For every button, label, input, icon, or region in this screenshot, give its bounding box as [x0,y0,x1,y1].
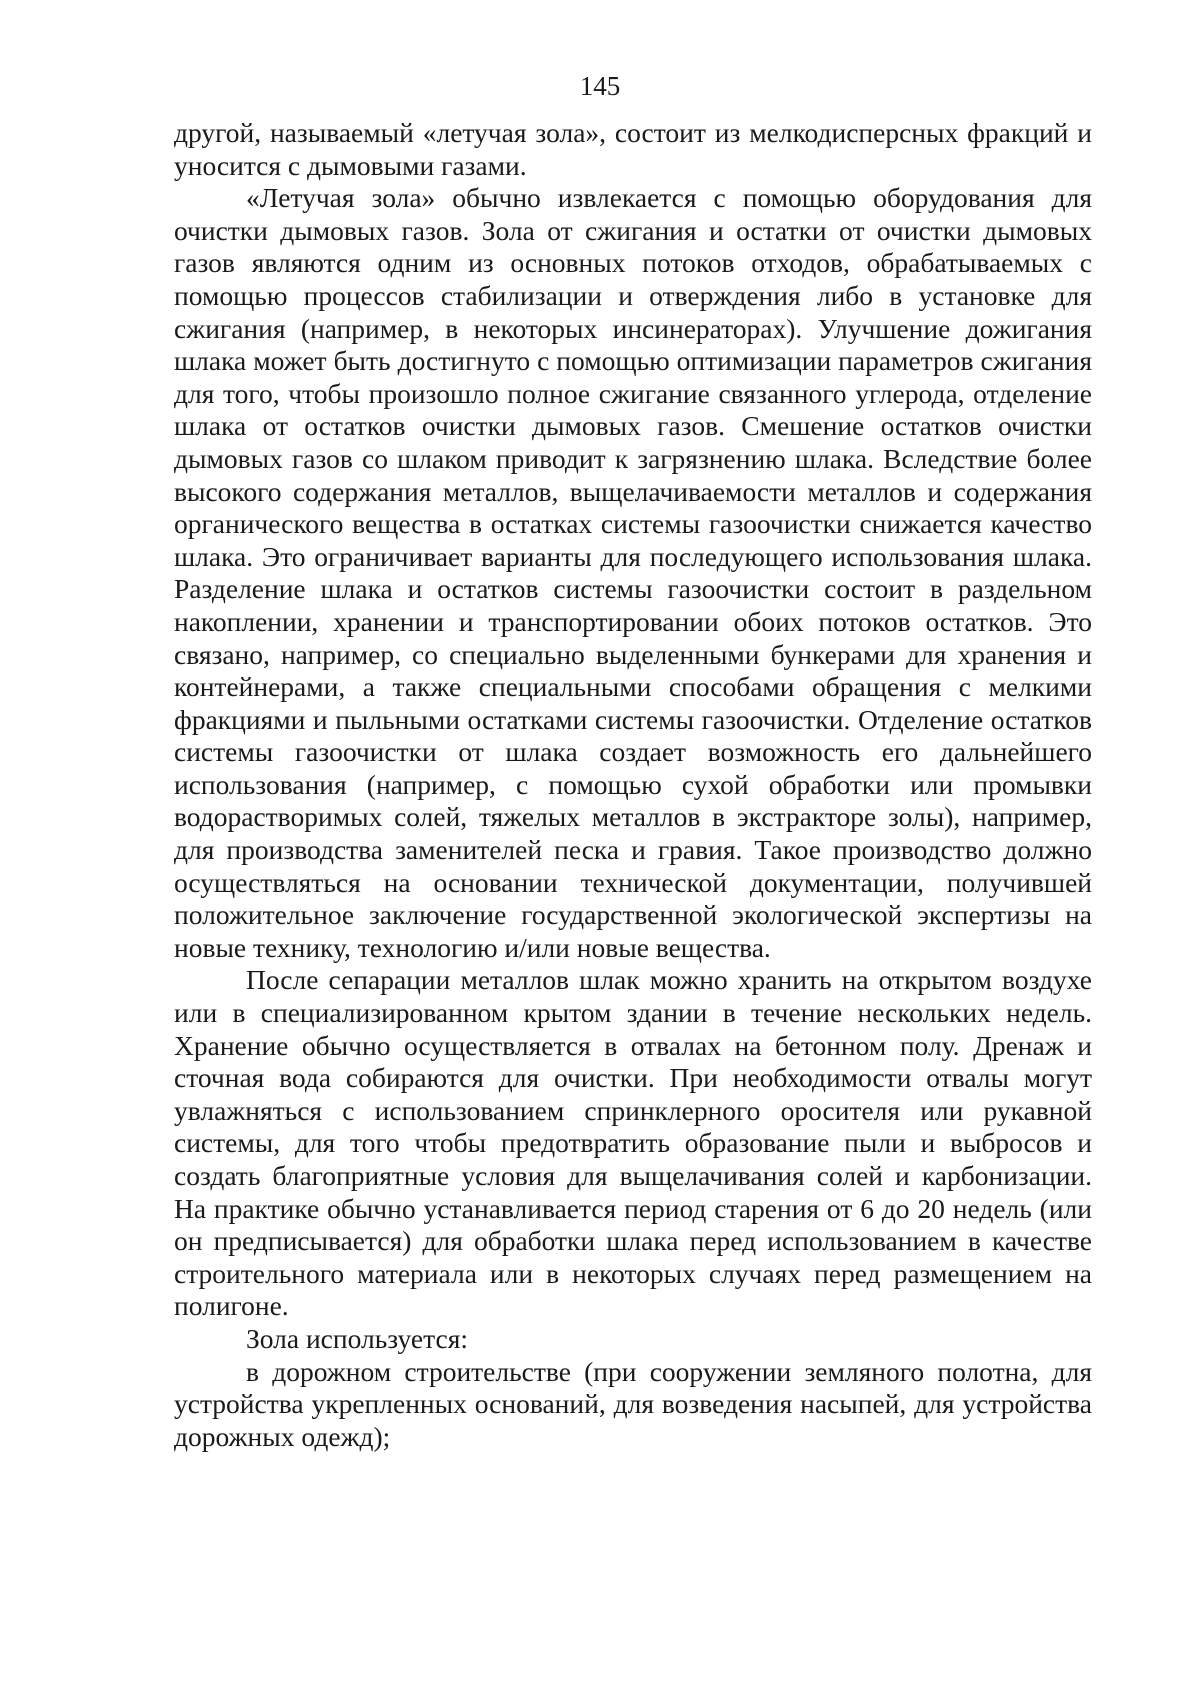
paragraph-fly-ash-definition: другой, называемый «летучая зола», состоит из мелкодисперсных фракций и уносится с дымовыми газами. [174,117,1092,181]
page-number: 145 [579,71,621,101]
paragraph-ash-usage-intro: Зола используется: [246,1322,468,1354]
paragraph-fly-ash-extraction: «Летучая зола» обычно извлекается с помощью оборудования для очистки дымовых газов. Зола от сжигания и остатки от очистки дымовых газов являются одним из основных потоков отходов, обрабатываемых с помощью процессов стабилизации и отверждения либо в установке для сжигания (например, в некоторых инсинераторах). Улучшение дожигания шлака может быть достигнуто с помощью оптимизации параметров сжигания для того, чтобы произошло полное сжигание связанного углерода, отделение шлака от остатков очистки дымовых газов. Смешение остатков очистки дымовых газов со шлаком приводит к загрязнению шлака. Вследствие более высокого содержания металлов, выщелачиваемости металлов и содержания органического вещества в остатках системы газоочистки снижается качество шлака. Это ограничивает варианты для последующего использования шлака. Разделение шлака и остатков системы газоочистки состоит в раздельном накоплении, хранении и транспортировании обоих потоков остатков. Это связано, например, со специально выделенными бункерами для хранения и контейнерами, а также специальными способами обращения с мелкими фракциями и пыльными остатками системы газоочистки. Отделение остатков системы газоочистки от шлака создает возможность его дальнейшего использования (например, с помощью сухой обработки или промывки водорастворимых солей, тяжелых металлов в экстракторе золы), например, для производства заменителей песка и гравия. Такое производство должно осуществляться на основании технической документации, получившей положительное заключение государственной экологической экспертизы на новые технику, технологию и/или новые вещества. [174,182,1092,963]
body-text [174,117,1092,1453]
paragraph-road-construction: в дорожном строительстве (при сооружении земляного полотна, для устройства укрепленных оснований, для возведения насыпей, для устройства дорожных одежд); [174,1355,1092,1452]
paragraph-slag-storage: После сепарации металлов шлак можно хранить на открытом воздухе или в специализированном крытом здании в течение нескольких недель. Хранение обычно осуществляется в отвалах на бетонном полу. Дренаж и сточная вода собираются для очистки. При необходимости отвалы могут увлажняться с использованием спринклерного оросителя или рукавной системы, для того чтобы предотвратить образование пыли и выбросов и создать благоприятные условия для выщелачивания солей и карбонизации. На практике обычно устанавливается период старения от 6 до 20 недель (или он предписывается) для обработки шлака перед использованием в качестве строительного материала или в некоторых случаях перед размещением на полигоне. [174,964,1092,1322]
